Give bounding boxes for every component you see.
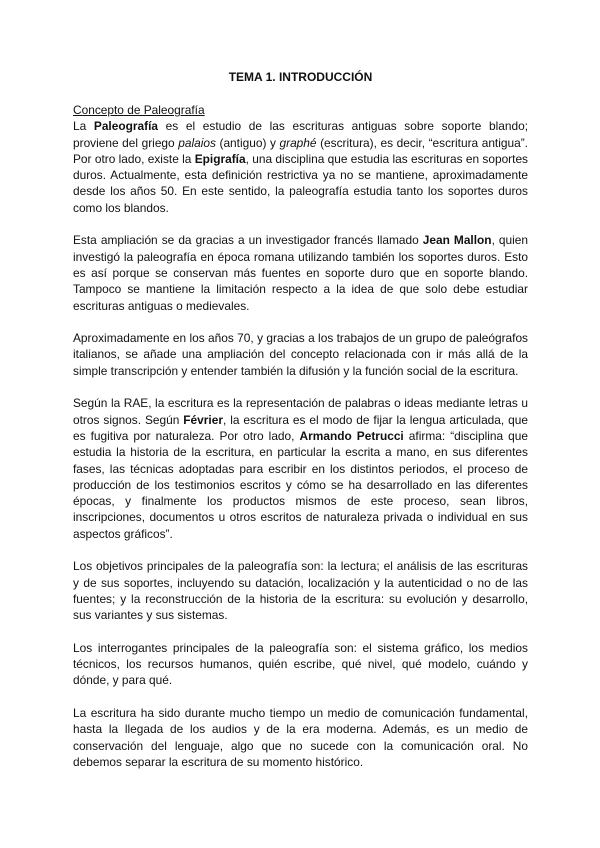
text-run: (escritura), es decir, “escritura antigua”. Por otro lado, existe la xyxy=(73,135,528,166)
paragraph-definition xyxy=(73,118,528,216)
paragraph-questions: Los interrogantes principales de la paleografía son: el sistema gráfico, los medios técnicos, los recursos humanos, quién escribe, qué nivel, qué modelo, cuándo y dónde, y para qué. xyxy=(73,640,528,688)
paragraph-objectives: Los objetivos principales de la paleografía son: la lectura; el análisis de las escrituras y de sus soportes, incluyendo su datación, localización y la autenticidad o no de las fuentes; y la reconstrucción de la historia de la escritura: su evolución y desarrollo, sus variantes y sus sistemas. xyxy=(73,559,528,623)
paragraph-italian-paleographers: Aproximadamente en los años 70, y gracias a los trabajos de un grupo de paleógrafos italianos, se añade una ampliación del concepto relacionada con ir más allá de la simple transcripción y entender también la difusión y la función social de la escritura. xyxy=(73,331,528,378)
term-epigrafia: Epigrafía xyxy=(194,151,246,166)
text-run: , una disciplina que estudia las escrituras en soportes duros. Actualmente, esta definición restrictiva ya no se mantiene, aproximadamente desde los años 50. En este sentido, la paleografía estudia tanto los soportes duros como los blandos. xyxy=(73,151,528,215)
paragraph-writing-communication: La escritura ha sido durante mucho tiempo un medio de comunicación fundamental, hasta la llegada de los audios y de la era moderna. Además, es un medio de conservación del lenguaje, algo que no sucede con la comunicación oral. No debemos separar la escritura de su momento histórico. xyxy=(73,705,528,769)
name-armando-petrucci: Armando Petrucci xyxy=(299,428,404,443)
term-graphe: graphé xyxy=(279,135,317,150)
text-run: Según la RAE, la escritura es la representación de palabras o ideas mediante letras u otros signos. Según xyxy=(73,396,528,427)
text-run: afirma: “disciplina que estudia la historia de la escritura, en particular la escrita a mano, en sus diferentes fases, las técnicas adoptadas para escribir en los distintos periodos, el proceso de producción de los testimonios escritos y cómo se ha desarrollado en las diferentes épocas, y finalmente los productos mismos de este proceso, sean libros, inscripciones, documentos u otros escritos de naturaleza privada o individual en sus aspectos gráficos”. xyxy=(73,428,528,541)
text-run: Esta ampliación se da gracias a un investigador francés llamado xyxy=(73,233,423,248)
text-run: La xyxy=(73,119,94,134)
name-fevrier: Février xyxy=(183,412,223,427)
section-heading: Concepto de Paleografía xyxy=(73,103,205,117)
page-title: TEMA 1. INTRODUCCIÓN xyxy=(228,70,373,84)
text-run: , quien investigó la paleografía en época romana utilizando también los soportes duros. Esto es así porque se conservan más fuentes en soporte duro que en soporte blando. Tampoco se mantiene la limitación respecto a la idea de que solo debe estudiar escrituras antiguas o medievales. xyxy=(73,233,529,313)
paragraph-definitions-writing xyxy=(73,395,528,542)
text-run: es el estudio de las escrituras antiguas sobre soporte blando; proviene del griego xyxy=(73,119,529,150)
name-jean-mallon: Jean Mallon xyxy=(422,233,492,248)
text-run: (antiguo) y xyxy=(215,135,280,150)
term-palaios: palaios xyxy=(178,135,216,150)
term-paleografia: Paleografía xyxy=(93,119,158,134)
paragraph-jean-mallon xyxy=(73,232,528,313)
text-run: , la escritura es el modo de fijar la lengua articulada, que es fugitiva por naturaleza. Por otro lado, xyxy=(73,412,528,443)
